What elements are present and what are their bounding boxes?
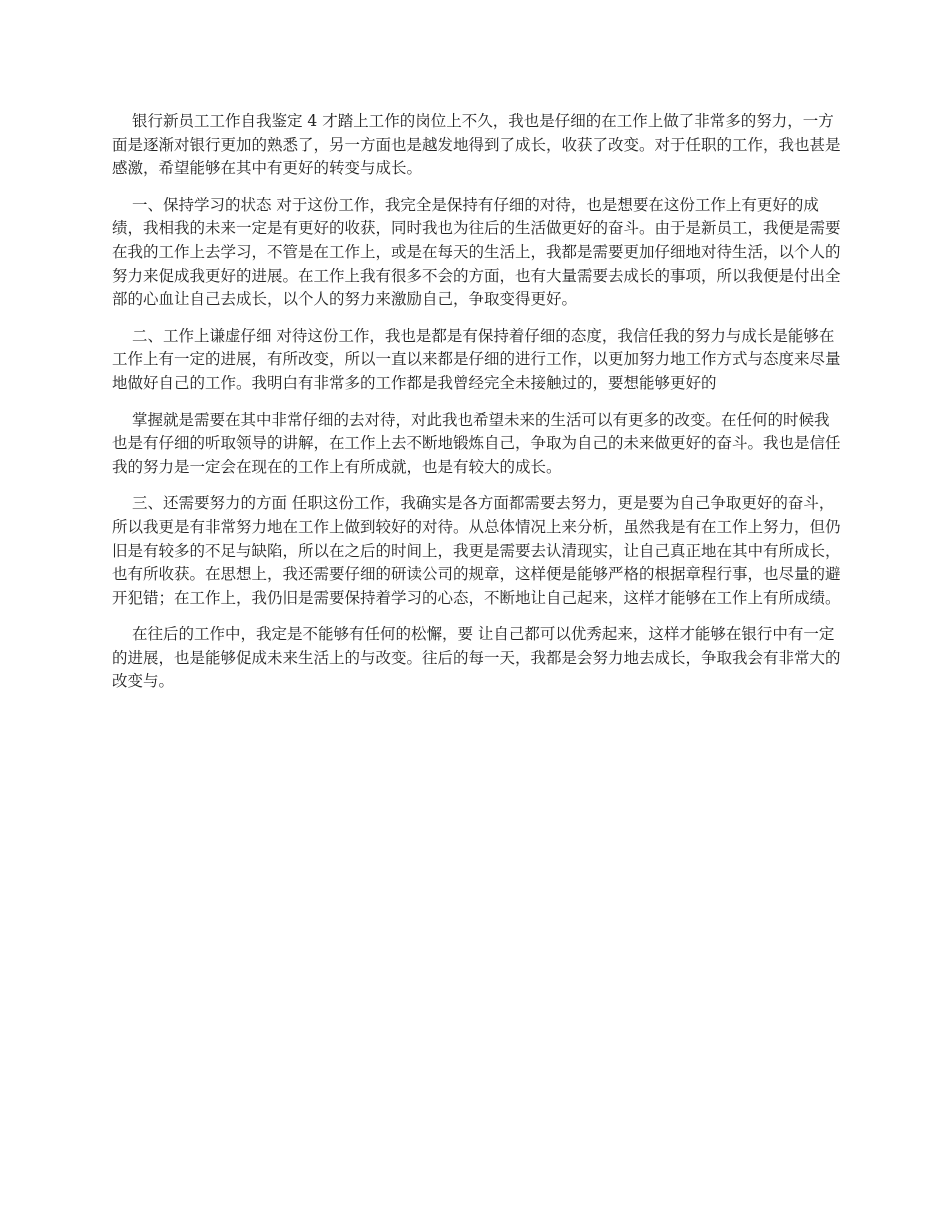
paragraph-4-text: 掌握就是需要在其中非常仔细的去对待，对此我也希望未来的生活可以有更多的改变。在任何的时候我也是有仔细的听取领导的讲解，在工作上去不断地锻炼自己，争取为自己的未来做更好的奋斗。我也是信任我的努力是一定会在现在的工作上有所成就，也是有较大的成长。 xyxy=(112,410,841,476)
paragraph-3-text: 二、工作上谦虚仔细 对待这份工作，我也是都是有保持着仔细的态度，我信任我的努力与成长是能够在工作上有一定的进展，有所改变，所以一直以来都是仔细的进行工作，以更加努力地工作方式与态度来尽量地做好自己的工作。我明白有非常多的工作都是我曾经完全未接触过的，要想能够更好的 xyxy=(112,326,841,392)
paragraph-1-text: 银行新员工工作自我鉴定 4 才踏上工作的岗位上不久，我也是仔细的在工作上做了非常多的努力，一方面是逐渐对银行更加的熟悉了，另一方面也是越发地得到了成长，收获了改变。对于任职的工作，我也甚是感激，希望能够在其中有更好的转变与成长。 xyxy=(112,112,841,178)
paragraph-5 xyxy=(112,492,842,610)
paragraph-5-text: 三、还需要努力的方面 任职这份工作，我确实是各方面都需要去努力，更是要为自己争取更好的奋斗，所以我更是有非常努力地在工作上做到较好的对待。从总体情况上来分析，虽然我是有在工作上努力，但仍旧是有较多的不足与缺陷，所以在之后的时间上，我更是需要去认清现实，让自己真正地在其中有所成长，也有所收获。在思想上，我还需要仔细的研读公司的规章，这样便是能够严格的根据章程行事，也尽量的避开犯错；在工作上，我仍旧是需要保持着学习的心态，不断地让自己起来，这样才能够在工作上有所成绩。 xyxy=(112,494,841,607)
paragraph-3 xyxy=(112,325,842,396)
paragraph-1 xyxy=(112,110,842,181)
paragraph-2 xyxy=(112,194,842,312)
document-body xyxy=(112,110,842,707)
paragraph-4 xyxy=(112,409,842,480)
paragraph-2-text: 一、保持学习的状态 对于这份工作，我完全是保持有仔细的对待，也是想要在这份工作上有更好的成绩，我相我的未来一定是有更好的收获，同时我也为往后的生活做更好的奋斗。由于是新员工，我便是需要在我的工作上去学习，不管是在工作上，或是在每天的生活上，我都是需要更加仔细地对待生活，以个人的努力来促成我更好的进展。在工作上我有很多不会的方面，也有大量需要去成长的事项，所以我便是付出全部的心血让自己去成长，以个人的努力来激励自己，争取变得更好。 xyxy=(112,195,841,309)
paragraph-6-text: 在往后的工作中，我定是不能够有任何的松懈，要 让自己都可以优秀起来，这样才能够在银行中有一定的进展，也是能够促成未来生活上的与改变。往后的每一天，我都是会努力地去成长，争取我会有非常大的改变与。 xyxy=(112,625,841,691)
paragraph-6 xyxy=(112,623,842,694)
